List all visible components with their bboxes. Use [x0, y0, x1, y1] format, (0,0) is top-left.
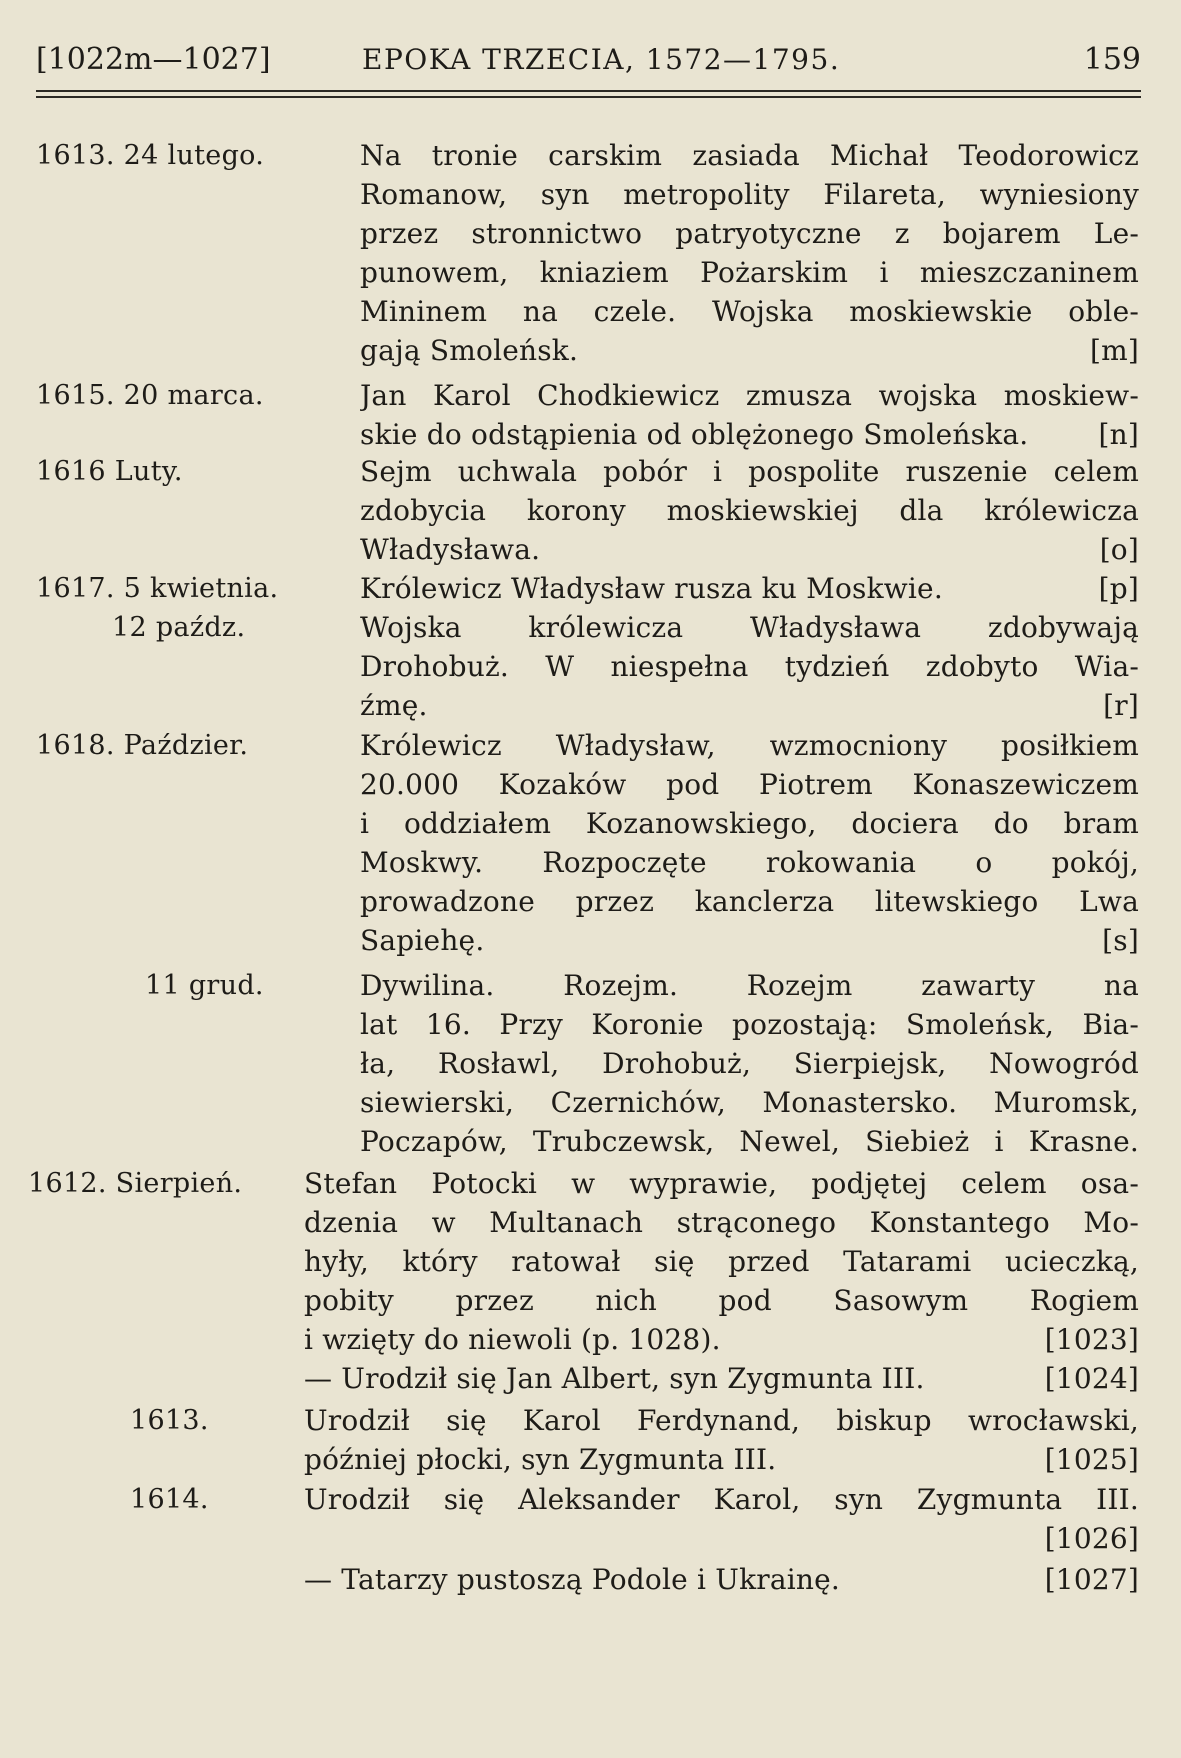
header-range: [1022m—1027]	[36, 42, 271, 77]
text-line: Jan Karol Chodkiewicz zmusza wojska moskiew-	[360, 379, 1139, 412]
text-line: Władysława.	[360, 533, 541, 566]
entry-text	[360, 726, 1139, 960]
entry-text	[360, 452, 1139, 569]
entry-text	[360, 136, 1139, 370]
text-line: źmę.	[360, 689, 428, 722]
text-line: Stefan Potocki w wyprawie, podjętej celem osa-	[304, 1167, 1139, 1200]
text-line: 20.000 Kozaków pod Piotrem Konaszewiczem	[360, 768, 1139, 801]
text-line: i wzięty do niewoli (p. 1028).	[304, 1323, 721, 1356]
entry-date: 1617. 5 kwietnia.	[36, 573, 279, 604]
entry-text	[304, 1401, 1139, 1479]
text-line: Sapiehę.	[360, 924, 485, 957]
entry-text	[360, 569, 1139, 608]
text-line: gają Smoleńsk.	[360, 334, 579, 367]
entry-reference: [m]	[1090, 334, 1139, 367]
text-line-with-ref	[360, 569, 1139, 608]
header-title: EPOKA TRZECIA, 1572—1795.	[362, 43, 841, 76]
text-line: — Urodził się Jan Albert, syn Zygmunta III.	[304, 1362, 925, 1395]
entry-reference: [n]	[1098, 418, 1139, 451]
entry-reference: [1025]	[1044, 1443, 1139, 1476]
entry-text	[304, 1359, 1139, 1398]
text-line-with-ref	[304, 1359, 1139, 1398]
text-line: Urodził się Karol Ferdynand, biskup wrocławski,	[304, 1404, 1139, 1437]
entry-date: 1616 Luty.	[36, 456, 183, 487]
text-line: dzenia w Multanach strąconego Konstantego Mo-	[304, 1206, 1139, 1239]
text-line-with-ref	[360, 530, 1139, 569]
text-line: Na tronie carskim zasiada Michał Teodorowicz	[360, 139, 1139, 172]
entry-date: 11 grud.	[145, 970, 264, 1001]
text-line-with-ref	[304, 1320, 1139, 1359]
text-line-with-ref	[360, 415, 1139, 454]
entry-reference: [p]	[1098, 572, 1139, 605]
entry-text	[304, 1480, 1139, 1558]
text-line-with-ref	[360, 331, 1139, 370]
entry-date: 1613.	[130, 1405, 209, 1436]
entry-date: 1618. Paździer.	[36, 730, 249, 761]
text-line: później płocki, syn Zygmunta III.	[304, 1443, 777, 1476]
entry-date: 12 paźdz.	[112, 612, 246, 643]
entry-reference: [1027]	[1044, 1563, 1139, 1596]
text-line: przez stronnictwo patryotyczne z bojarem Le-	[360, 217, 1139, 250]
text-line: hyły, który ratował się przed Tatarami ucieczką,	[304, 1245, 1139, 1278]
text-line: Królewicz Władysław, wzmocniony posiłkiem	[360, 729, 1139, 762]
entry-text	[360, 376, 1139, 454]
entry-text	[360, 608, 1139, 725]
entry-reference: [o]	[1099, 533, 1139, 566]
text-line: ła, Rosławl, Drohobuż, Sierpiejsk, Nowogród	[360, 1047, 1139, 1080]
text-line: Moskwy. Rozpoczęte rokowania o pokój,	[360, 846, 1139, 879]
text-line: Sejm uchwala pobór i pospolite ruszenie celem	[360, 455, 1139, 488]
text-line: lat 16. Przy Koronie pozostają: Smoleńsk, Bia-	[360, 1008, 1139, 1041]
entry-text	[304, 1164, 1139, 1359]
entry-date: 1612. Sierpień.	[28, 1168, 243, 1199]
entry-text	[304, 1560, 1139, 1599]
entry-date: 1614.	[130, 1484, 209, 1515]
page-number: 159	[1083, 42, 1141, 77]
text-line: zdobycia korony moskiewskiej dla królewicza	[360, 494, 1139, 527]
text-line: prowadzone przez kanclerza litewskiego Lwa	[360, 885, 1139, 918]
text-line: Mininem na czele. Wojska moskiewskie oble-	[360, 295, 1139, 328]
text-line: pobity przez nich pod Sasowym Rogiem	[304, 1284, 1139, 1317]
text-line-with-ref	[304, 1519, 1139, 1558]
entry-date: 1613. 24 lutego.	[36, 140, 265, 171]
entry-reference: [1024]	[1044, 1362, 1139, 1395]
text-line: skie do odstąpienia od oblężonego Smoleńska.	[360, 418, 1029, 451]
text-line: Królewicz Władysław rusza ku Moskwie.	[360, 572, 943, 605]
entry-reference: [1023]	[1044, 1323, 1139, 1356]
text-line: Urodził się Aleksander Karol, syn Zygmunta III.	[304, 1483, 1139, 1516]
text-line-with-ref	[360, 686, 1139, 725]
text-line: Wojska królewicza Władysława zdobywają	[360, 611, 1139, 644]
entry-date: 1615. 20 marca.	[36, 380, 264, 411]
text-line-with-ref	[360, 921, 1139, 960]
entry-text	[360, 966, 1139, 1161]
text-line: Dywilina. Rozejm. Rozejm zawarty na	[360, 969, 1139, 1002]
entry-reference: [r]	[1103, 689, 1139, 722]
text-line-with-ref	[304, 1440, 1139, 1479]
text-line: punowem, kniaziem Pożarskim i mieszczaninem	[360, 256, 1139, 289]
text-line: i oddziałem Kozanowskiego, dociera do bram	[360, 807, 1139, 840]
text-line-with-ref	[304, 1560, 1139, 1599]
entry-reference: [1026]	[1044, 1522, 1139, 1555]
text-line: Poczapów, Trubczewsk, Newel, Siebież i Krasne.	[360, 1125, 1139, 1158]
text-line: Romanow, syn metropolity Filareta, wyniesiony	[360, 178, 1139, 211]
text-line: siewierski, Czernichów, Monastersko. Muromsk,	[360, 1086, 1139, 1119]
text-line: Drohobuż. W niespełna tydzień zdobyto Wia-	[360, 650, 1139, 683]
text-line: — Tatarzy pustoszą Podole i Ukrainę.	[304, 1563, 840, 1596]
entry-reference: [s]	[1102, 924, 1139, 957]
